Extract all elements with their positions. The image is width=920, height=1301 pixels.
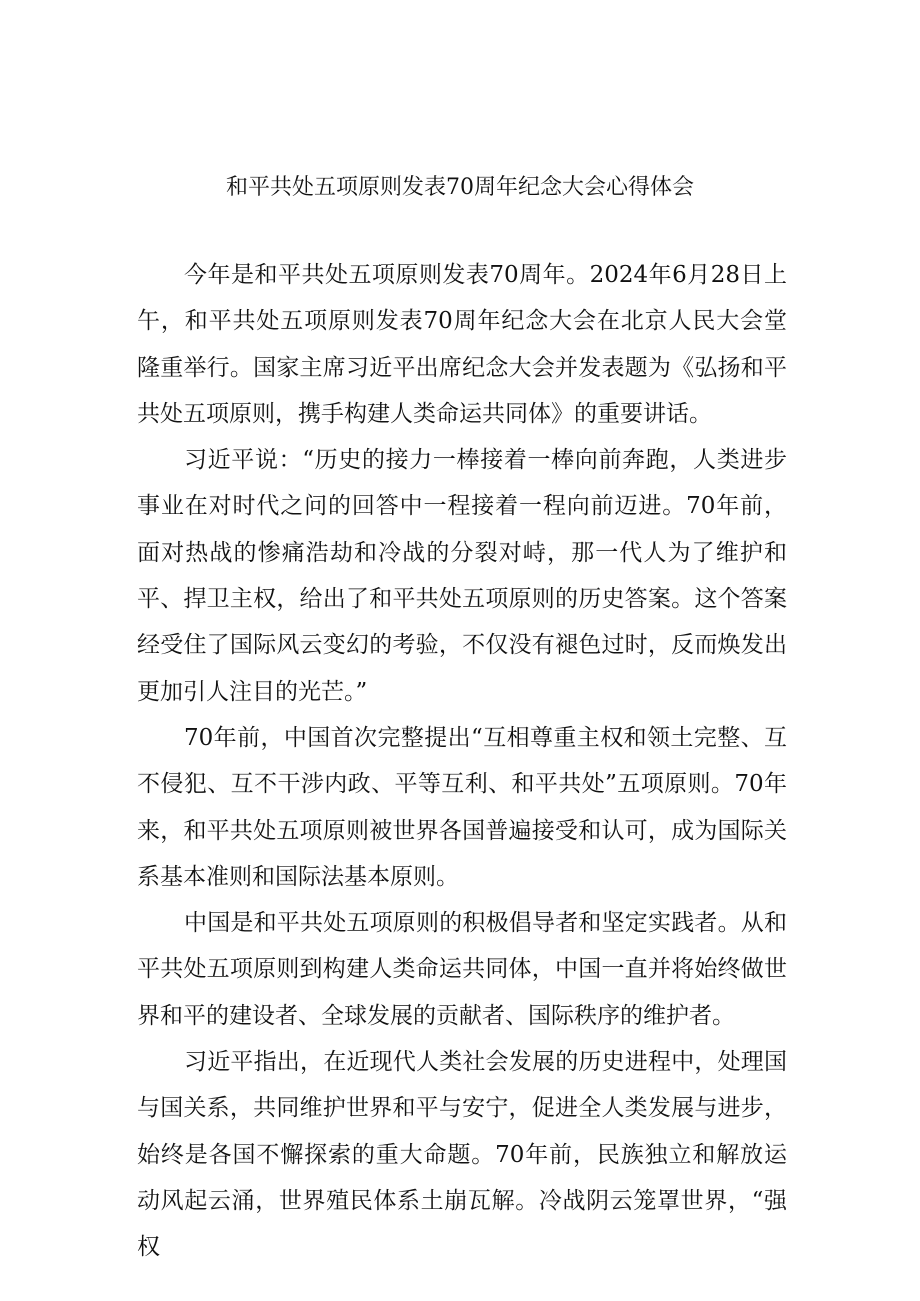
document-title: 和平共处五项原则发表70周年纪念大会心得体会 (226, 175, 694, 200)
document-body (137, 252, 787, 1271)
paragraph-5: 习近平指出，在近现代人类社会发展的历史进程中，处理国与国关系，共同维护世界和平与安宁，促进全人类发展与进步，始终是各国不懈探索的重大命题。70年前，民族独立和解放运动风起云涌，世界殖民体系土崩瓦解。冷战阴云笼罩世界，“强权 (137, 1049, 787, 1261)
paragraph-1: 今年是和平共处五项原则发表70周年。2024年6月28日上午，和平共处五项原则发表70周年纪念大会在北京人民大会堂隆重举行。国家主席习近平出席纪念大会并发表题为《弘扬和平共处五项原则，携手构建人类命运共同体》的重要讲话。 (137, 262, 787, 427)
paragraph-4: 中国是和平共处五项原则的积极倡导者和坚定实践者。从和平共处五项原则到构建人类命运共同体，中国一直并将始终做世界和平的建设者、全球发展的贡献者、国际秩序的维护者。 (137, 910, 787, 1029)
paragraph-2: 习近平说：“历史的接力一棒接着一棒向前奔跑，人类进步事业在对时代之问的回答中一程接着一程向前迈进。70年前，面对热战的惨痛浩劫和冷战的分裂对峙，那一代人为了维护和平、捍卫主权，给出了和平共处五项原则的历史答案。这个答案经受住了国际风云变幻的考验，不仅没有褪色过时，反而焕发出更加引人注目的光芒。” (137, 447, 787, 705)
paragraph-3: 70年前，中国首次完整提出“互相尊重主权和领土完整、互不侵犯、互不干涉内政、平等互利、和平共处”五项原则。70年来，和平共处五项原则被世界各国普遍接受和认可，成为国际关系基本准则和国际法基本原则。 (137, 724, 787, 890)
